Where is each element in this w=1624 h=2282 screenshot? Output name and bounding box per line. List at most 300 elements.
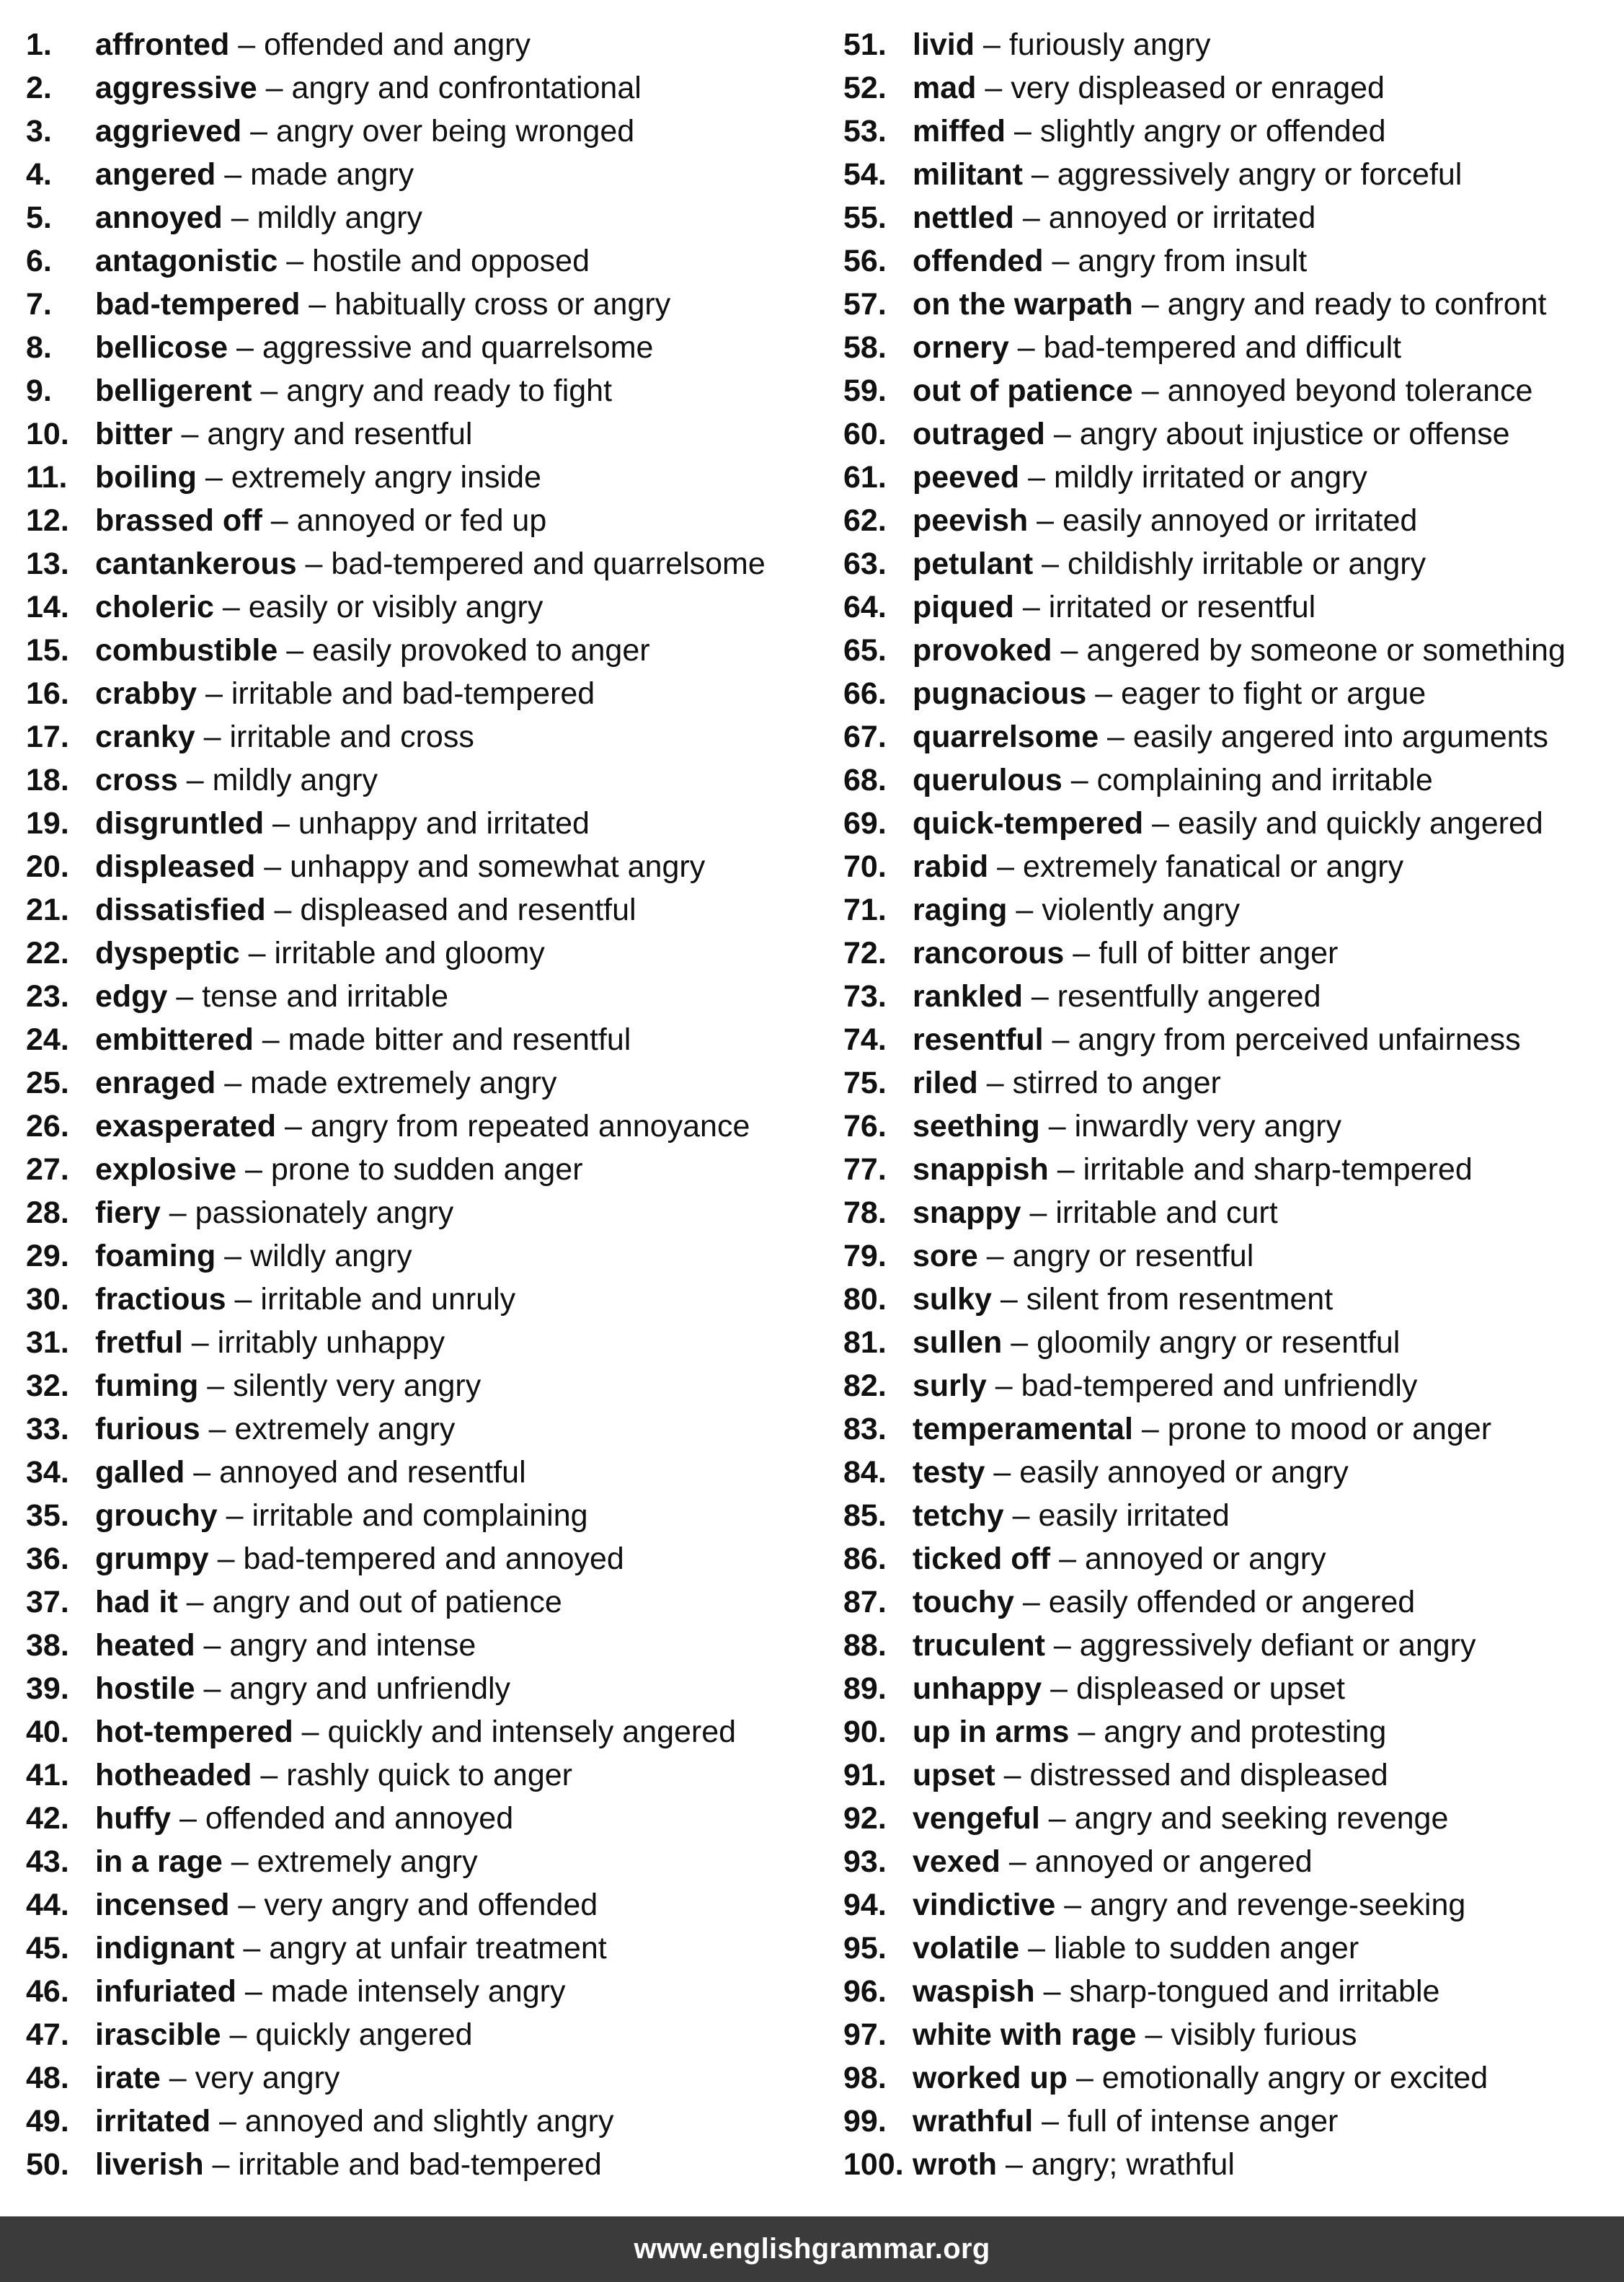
list-item	[26, 585, 826, 629]
item-definition: made intensely angry	[270, 1974, 566, 2009]
item-definition: annoyed or irritated	[1048, 200, 1316, 235]
item-word: militant	[913, 157, 1023, 192]
item-number: 97.	[843, 2017, 887, 2052]
item-word: testy	[913, 1455, 985, 1490]
item-word: querulous	[913, 763, 1062, 797]
item-separator: –	[196, 460, 231, 495]
item-separator: –	[1143, 806, 1179, 841]
item-word: seething	[913, 1109, 1040, 1144]
list-item	[26, 110, 826, 153]
list-item	[26, 1148, 826, 1191]
item-separator: –	[182, 1325, 218, 1360]
item-word: belligerent	[95, 373, 252, 408]
item-definition: irritable and unruly	[260, 1282, 516, 1317]
list-item	[26, 1018, 826, 1061]
item-definition: silently very angry	[233, 1368, 482, 1403]
item-word: grouchy	[95, 1498, 218, 1533]
item-word: dissatisfied	[95, 893, 266, 927]
item-separator: –	[997, 2147, 1031, 2182]
item-definition: annoyed beyond tolerance	[1167, 373, 1533, 408]
item-separator: –	[221, 2017, 256, 2052]
item-definition: unhappy and irritated	[298, 806, 590, 841]
item-word: explosive	[95, 1152, 236, 1187]
list-item	[843, 1710, 1624, 1753]
item-word: fuming	[95, 1368, 199, 1403]
item-definition: hostile and opposed	[312, 244, 590, 278]
list-item	[843, 1580, 1624, 1624]
list-item	[26, 23, 826, 66]
item-definition: displeased or upset	[1075, 1671, 1345, 1706]
item-definition: extremely angry inside	[231, 460, 541, 495]
item-word: antagonistic	[95, 244, 278, 278]
item-separator: –	[1048, 1152, 1083, 1187]
item-separator: –	[216, 157, 251, 192]
item-definition: annoyed and slightly angry	[244, 2104, 614, 2139]
list-item	[26, 196, 826, 239]
item-definition: angry from perceived unfairness	[1078, 1022, 1521, 1057]
list-item	[26, 932, 826, 975]
item-definition: passionately angry	[195, 1195, 454, 1230]
item-word: sore	[913, 1239, 978, 1273]
item-word: unhappy	[913, 1671, 1042, 1706]
item-number: 81.	[843, 1325, 887, 1360]
item-number: 68.	[843, 763, 887, 797]
item-number: 46.	[26, 1974, 69, 2009]
list-item	[26, 2100, 826, 2143]
item-word: out of patience	[913, 373, 1133, 408]
item-definition: tense and irritable	[202, 979, 449, 1014]
item-word: hostile	[95, 1671, 195, 1706]
item-word: volatile	[913, 1931, 1020, 1965]
list-item	[843, 283, 1624, 326]
item-word: raging	[913, 893, 1008, 927]
item-word: irritated	[95, 2104, 211, 2139]
item-separator: –	[217, 1498, 252, 1533]
list-item	[26, 1364, 826, 1407]
item-word: fractious	[95, 1282, 226, 1317]
item-number: 13.	[26, 547, 69, 581]
item-separator: –	[228, 330, 262, 365]
item-definition: full of bitter anger	[1099, 936, 1339, 970]
item-word: embittered	[95, 1022, 254, 1057]
item-definition: angry about injustice or offense	[1079, 417, 1510, 451]
item-word: combustible	[95, 633, 278, 668]
item-word: boiling	[95, 460, 197, 495]
item-number: 15.	[26, 633, 69, 668]
item-number: 20.	[26, 849, 69, 884]
item-definition: easily offended or angered	[1048, 1585, 1416, 1619]
item-definition: irritable and cross	[229, 720, 474, 754]
list-item	[843, 542, 1624, 585]
list-item	[843, 1970, 1624, 2013]
list-item	[26, 2056, 826, 2100]
item-separator: –	[257, 71, 292, 105]
item-definition: offended and annoyed	[205, 1801, 514, 1836]
item-definition: angry or resentful	[1012, 1239, 1254, 1273]
item-separator: –	[1022, 157, 1057, 192]
list-item	[843, 1840, 1624, 1883]
item-separator: –	[1002, 1325, 1037, 1360]
item-word: edgy	[95, 979, 168, 1014]
item-word: up in arms	[913, 1715, 1070, 1749]
item-word: liverish	[95, 2147, 204, 2182]
list-item	[26, 1494, 826, 1537]
item-number: 1.	[26, 27, 52, 62]
item-definition: displeased and resentful	[300, 893, 636, 927]
item-number: 4.	[26, 157, 52, 192]
item-definition: stirred to anger	[1012, 1066, 1221, 1100]
item-word: piqued	[913, 590, 1014, 624]
item-separator: –	[293, 1715, 328, 1749]
item-separator: –	[236, 1152, 271, 1187]
item-definition: visibly furious	[1171, 2017, 1357, 2052]
list-item	[26, 802, 826, 845]
item-definition: angry from insult	[1078, 244, 1308, 278]
item-number: 47.	[26, 2017, 69, 2052]
item-word: grumpy	[95, 1542, 209, 1576]
item-definition: angered by someone or something	[1086, 633, 1566, 668]
item-separator: –	[1003, 1498, 1039, 1533]
item-definition: prone to mood or anger	[1167, 1412, 1492, 1446]
item-word: rankled	[913, 979, 1023, 1014]
item-number: 73.	[843, 979, 887, 1014]
item-separator: –	[185, 1455, 220, 1490]
list-item	[26, 1970, 826, 2013]
list-item	[26, 2143, 826, 2186]
list-item	[843, 456, 1624, 499]
item-number: 23.	[26, 979, 69, 1014]
item-definition: eager to fight or argue	[1121, 676, 1426, 711]
item-definition: annoyed or angry	[1084, 1542, 1326, 1576]
list-item	[843, 975, 1624, 1018]
item-definition: made bitter and resentful	[288, 1022, 631, 1057]
item-word: annoyed	[95, 200, 223, 235]
item-word: aggrieved	[95, 114, 242, 149]
word-list-column-right	[843, 23, 1624, 2186]
item-separator: –	[977, 1066, 1013, 1100]
item-definition: emotionally angry or excited	[1101, 2061, 1488, 2095]
item-separator: –	[1064, 936, 1099, 970]
item-number: 58.	[843, 330, 887, 365]
list-item	[26, 1927, 826, 1970]
item-separator: –	[975, 27, 1009, 62]
item-separator: –	[1034, 1974, 1070, 2009]
item-definition: angry from repeated annoyance	[310, 1109, 750, 1144]
item-number: 80.	[843, 1282, 887, 1317]
item-number: 27.	[26, 1152, 69, 1187]
item-word: galled	[95, 1455, 185, 1490]
item-separator: –	[1013, 590, 1049, 624]
item-word: wrathful	[913, 2104, 1034, 2139]
item-definition: angry at unfair treatment	[269, 1931, 607, 1965]
item-number: 45.	[26, 1931, 69, 1965]
item-number: 41.	[26, 1758, 69, 1792]
item-word: snappish	[913, 1152, 1049, 1187]
item-definition: inwardly very angry	[1074, 1109, 1342, 1144]
item-number: 54.	[843, 157, 887, 192]
item-separator: –	[167, 979, 203, 1014]
item-number: 43.	[26, 1844, 69, 1879]
item-separator: –	[241, 114, 276, 149]
item-word: wroth	[913, 2147, 998, 2182]
item-definition: made angry	[250, 157, 414, 192]
item-separator: –	[1136, 2017, 1171, 2052]
item-separator: –	[300, 287, 335, 322]
item-definition: extremely fanatical or angry	[1022, 849, 1404, 884]
item-word: angered	[95, 157, 216, 192]
item-separator: –	[1068, 2061, 1102, 2095]
item-number: 18.	[26, 763, 69, 797]
item-word: disgruntled	[95, 806, 265, 841]
list-item	[843, 1234, 1624, 1278]
item-definition: quickly and intensely angered	[327, 1715, 737, 1749]
item-word: enraged	[95, 1066, 216, 1100]
item-separator: –	[262, 503, 297, 538]
item-number: 39.	[26, 1671, 69, 1706]
item-definition: offended and angry	[264, 27, 531, 62]
item-definition: angry and resentful	[207, 417, 473, 451]
item-separator: –	[210, 2104, 245, 2139]
list-item	[26, 2013, 826, 2056]
list-item	[26, 456, 826, 499]
list-item	[843, 1018, 1624, 1061]
list-item	[26, 1667, 826, 1710]
item-word: cross	[95, 763, 178, 797]
item-number: 84.	[843, 1455, 887, 1490]
item-number: 9.	[26, 373, 52, 408]
item-definition: bad-tempered and annoyed	[243, 1542, 624, 1576]
list-item	[843, 888, 1624, 932]
item-number: 42.	[26, 1801, 69, 1836]
list-item	[26, 1278, 826, 1321]
item-definition: angry and revenge-seeking	[1090, 1888, 1466, 1922]
item-word: aggressive	[95, 71, 257, 105]
item-definition: easily annoyed or irritated	[1062, 503, 1418, 538]
item-definition: bad-tempered and difficult	[1043, 330, 1402, 365]
list-item	[843, 369, 1624, 412]
item-definition: complaining and irritable	[1096, 763, 1433, 797]
item-definition: easily or visibly angry	[248, 590, 543, 624]
list-item	[843, 672, 1624, 715]
item-number: 98.	[843, 2061, 887, 2095]
item-separator: –	[177, 763, 213, 797]
item-separator: –	[1028, 503, 1062, 538]
list-item	[843, 1407, 1624, 1451]
item-word: offended	[913, 244, 1044, 278]
list-item	[26, 326, 826, 369]
item-definition: gloomily angry or resentful	[1037, 1325, 1401, 1360]
item-separator: –	[252, 373, 287, 408]
item-number: 22.	[26, 936, 69, 970]
list-item	[843, 23, 1624, 66]
item-definition: made extremely angry	[250, 1066, 557, 1100]
list-item	[843, 845, 1624, 888]
list-item	[26, 1191, 826, 1234]
item-word: ticked off	[913, 1542, 1051, 1576]
item-separator: –	[239, 936, 275, 970]
item-number: 86.	[843, 1542, 887, 1576]
item-definition: irritable and bad-tempered	[231, 676, 595, 711]
item-separator: –	[222, 200, 257, 235]
item-definition: bad-tempered and unfriendly	[1021, 1368, 1418, 1403]
item-word: upset	[913, 1758, 995, 1792]
item-separator: –	[988, 849, 1023, 884]
item-number: 99.	[843, 2104, 887, 2139]
item-number: 36.	[26, 1542, 69, 1576]
item-separator: –	[171, 1801, 205, 1836]
item-separator: –	[229, 1888, 265, 1922]
item-separator: –	[1062, 763, 1097, 797]
item-word: quarrelsome	[913, 720, 1099, 754]
item-number: 60.	[843, 417, 887, 451]
list-item	[26, 412, 826, 456]
item-number: 94.	[843, 1888, 887, 1922]
item-definition: bad-tempered and quarrelsome	[331, 547, 766, 581]
list-item	[26, 369, 826, 412]
item-word: brassed off	[95, 503, 262, 538]
item-definition: irritable and complaining	[252, 1498, 588, 1533]
item-number: 75.	[843, 1066, 887, 1100]
item-separator: –	[1055, 1888, 1091, 1922]
item-definition: angry and confrontational	[291, 71, 642, 105]
item-definition: angry and protesting	[1104, 1715, 1387, 1749]
item-word: indignant	[95, 1931, 235, 1965]
list-item	[843, 1451, 1624, 1494]
list-item	[843, 2013, 1624, 2056]
item-word: pugnacious	[913, 676, 1087, 711]
list-item	[26, 1234, 826, 1278]
list-item	[843, 715, 1624, 759]
item-word: irascible	[95, 2017, 221, 2052]
item-number: 76.	[843, 1109, 887, 1144]
item-word: white with rage	[913, 2017, 1137, 2052]
list-item	[26, 499, 826, 542]
item-separator: –	[216, 1066, 251, 1100]
item-word: vexed	[913, 1844, 1000, 1879]
item-separator: –	[1132, 287, 1168, 322]
list-item	[26, 283, 826, 326]
item-number: 7.	[26, 287, 52, 322]
item-separator: –	[1033, 2104, 1068, 2139]
item-word: ornery	[913, 330, 1009, 365]
item-separator: –	[1039, 1109, 1075, 1144]
item-number: 14.	[26, 590, 69, 624]
item-definition: easily provoked to anger	[312, 633, 650, 668]
item-number: 89.	[843, 1671, 887, 1706]
item-number: 62.	[843, 503, 887, 538]
item-definition: extremely angry	[257, 1844, 478, 1879]
item-definition: extremely angry	[234, 1412, 456, 1446]
item-separator: –	[236, 1974, 271, 2009]
item-separator: –	[1013, 1585, 1049, 1619]
item-definition: furiously angry	[1008, 27, 1211, 62]
item-separator: –	[177, 1585, 213, 1619]
item-number: 21.	[26, 893, 69, 927]
item-separator: –	[1033, 547, 1068, 581]
item-separator: –	[1050, 1542, 1085, 1576]
item-number: 71.	[843, 893, 887, 927]
item-number: 6.	[26, 244, 52, 278]
list-item	[26, 153, 826, 196]
item-separator: –	[985, 1455, 1020, 1490]
item-definition: annoyed or fed up	[296, 503, 547, 538]
list-item	[26, 1710, 826, 1753]
item-separator: –	[1021, 1195, 1056, 1230]
list-item	[843, 585, 1624, 629]
list-item	[843, 196, 1624, 239]
item-number: 51.	[843, 27, 887, 62]
item-number: 50.	[26, 2147, 69, 2182]
item-number: 38.	[26, 1628, 69, 1663]
item-word: choleric	[95, 590, 214, 624]
item-word: peevish	[913, 503, 1029, 538]
item-separator: –	[977, 1239, 1013, 1273]
item-definition: easily irritated	[1038, 1498, 1230, 1533]
item-separator: –	[296, 547, 332, 581]
item-definition: easily angered into arguments	[1132, 720, 1548, 754]
list-item	[26, 888, 826, 932]
footer-url[interactable]: www.englishgrammar.org	[634, 2233, 990, 2265]
item-definition: irritable and bad-tempered	[238, 2147, 602, 2182]
item-word: tetchy	[913, 1498, 1004, 1533]
item-word: fretful	[95, 1325, 183, 1360]
item-word: exasperated	[95, 1109, 276, 1144]
item-separator: –	[1019, 1931, 1054, 1965]
item-separator: –	[198, 1368, 234, 1403]
item-word: snappy	[913, 1195, 1021, 1230]
item-word: had it	[95, 1585, 178, 1619]
item-definition: easily annoyed or angry	[1019, 1455, 1349, 1490]
list-item	[26, 1624, 826, 1667]
list-item	[26, 1105, 826, 1148]
item-number: 78.	[843, 1195, 887, 1230]
item-definition: annoyed or angered	[1034, 1844, 1313, 1879]
item-number: 16.	[26, 676, 69, 711]
item-number: 100.	[843, 2147, 904, 2182]
item-separator: –	[213, 590, 249, 624]
item-number: 59.	[843, 373, 887, 408]
item-word: incensed	[95, 1888, 230, 1922]
list-item	[843, 1148, 1624, 1191]
item-number: 77.	[843, 1152, 887, 1187]
item-word: furious	[95, 1412, 200, 1446]
item-definition: aggressive and quarrelsome	[262, 330, 654, 365]
item-word: vengeful	[913, 1801, 1040, 1836]
item-definition: angry; wrathful	[1031, 2147, 1235, 2182]
item-definition: angry and ready to confront	[1167, 287, 1547, 322]
item-word: outraged	[913, 417, 1045, 451]
item-number: 65.	[843, 633, 887, 668]
item-separator: –	[1052, 633, 1087, 668]
item-number: 29.	[26, 1239, 69, 1273]
list-item	[26, 1840, 826, 1883]
item-definition: slightly angry or offended	[1039, 114, 1386, 149]
list-item	[26, 1537, 826, 1580]
item-word: irate	[95, 2061, 161, 2095]
item-number: 32.	[26, 1368, 69, 1403]
list-item	[26, 1883, 826, 1927]
item-separator: –	[195, 1628, 230, 1663]
list-item	[843, 932, 1624, 975]
item-definition: irritable and sharp-tempered	[1083, 1152, 1473, 1187]
item-number: 5.	[26, 200, 52, 235]
item-number: 2.	[26, 71, 52, 105]
item-word: cantankerous	[95, 547, 297, 581]
item-definition: quickly angered	[255, 2017, 473, 2052]
list-item	[26, 845, 826, 888]
item-word: huffy	[95, 1801, 172, 1836]
item-word: displeased	[95, 849, 256, 884]
